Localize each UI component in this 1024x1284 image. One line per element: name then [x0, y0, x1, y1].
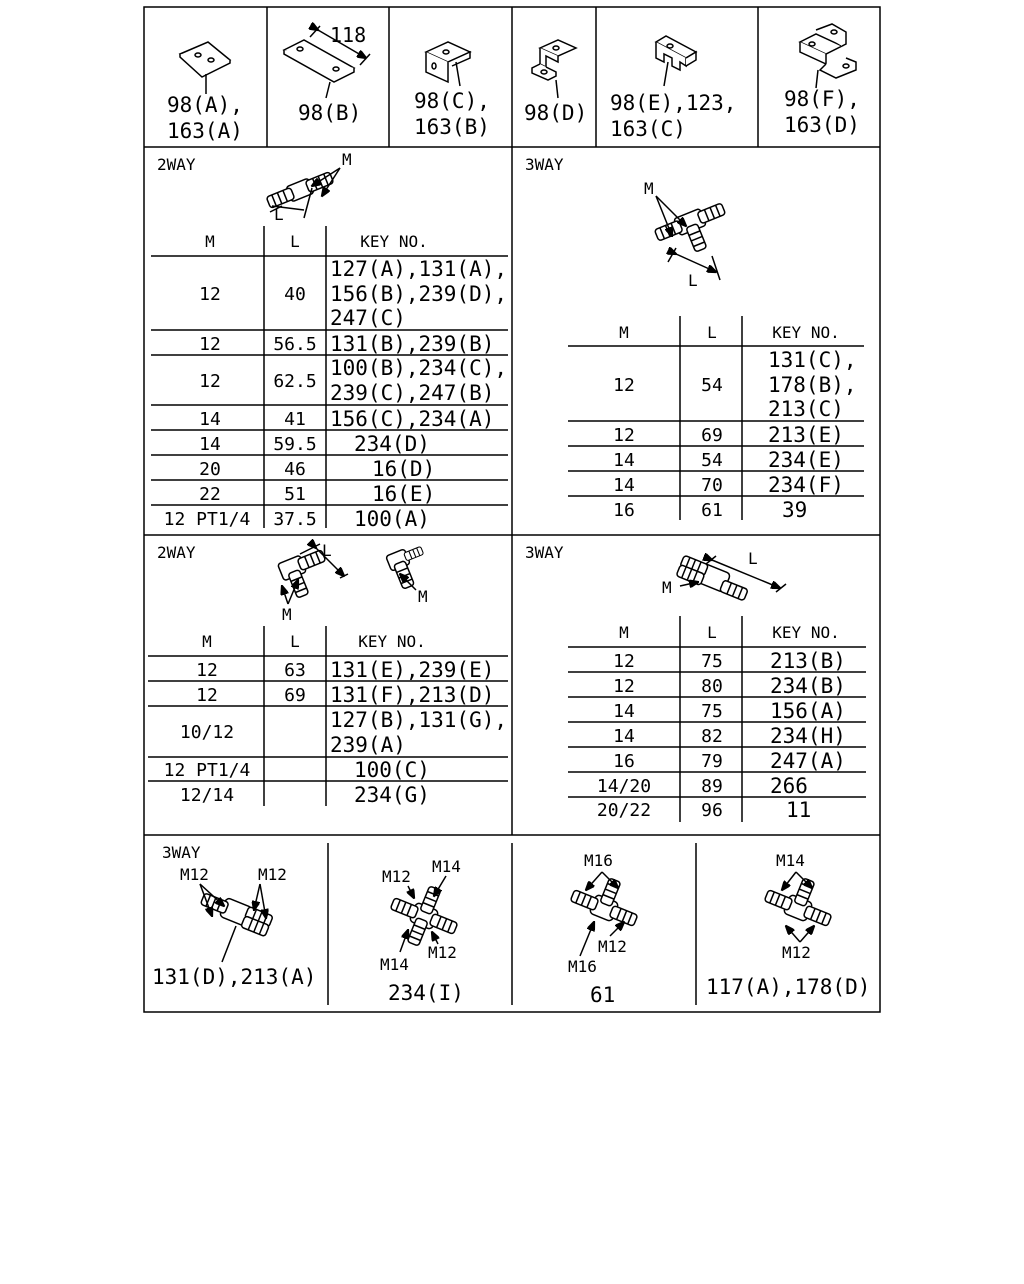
bracket-a-label-1: 98(A), — [167, 93, 243, 117]
straight-header-key: KEY NO. — [360, 232, 428, 251]
tee-row-5-l: 61 — [701, 500, 723, 521]
tee-row-1-key-2: 178(B), — [768, 373, 857, 397]
y-row-2-key-1: 234(B) — [770, 674, 846, 698]
elbow-fitting-drawing — [278, 541, 348, 624]
tee-row-5-m: 16 — [613, 500, 635, 521]
bottom-cell-2 — [380, 857, 467, 1005]
y-row-3-m: 14 — [613, 701, 635, 722]
bracket-f-label-2: 163(D) — [784, 113, 860, 137]
bracket-e — [610, 36, 736, 141]
tee-row-1-l: 54 — [701, 375, 723, 396]
elbow-adapter-drawing — [386, 543, 433, 606]
straight-row-2-key-1: 131(B),239(B) — [330, 332, 495, 356]
bracket-d-label: 98(D) — [524, 101, 588, 125]
elbow-row-2-key-1: 131(F),213(D) — [330, 683, 495, 707]
straight-row-5-l: 59.5 — [273, 434, 317, 455]
y-row-1-m: 12 — [613, 651, 635, 672]
y-3way-table — [568, 616, 866, 822]
bracket-f-label-1: 98(F), — [784, 87, 860, 111]
tee-row-3-key-1: 234(E) — [768, 448, 844, 472]
tee-row-3-l: 54 — [701, 450, 723, 471]
tee-3way-table — [568, 316, 864, 522]
elbow-header-m: M — [202, 632, 212, 651]
tee-row-1-key-3: 213(C) — [768, 397, 844, 421]
tee-row-2-l: 69 — [701, 425, 723, 446]
elbow-2way-table — [148, 626, 508, 807]
elbow-row-3-key-1: 127(B),131(G), — [330, 708, 508, 732]
y-l-label: L — [748, 549, 758, 568]
bracket-a — [167, 42, 243, 143]
straight-row-4-l: 41 — [284, 409, 306, 430]
elbow-adapter-m-label: M — [418, 587, 428, 606]
straight-row-1-l: 40 — [284, 284, 306, 305]
straight-row-1-m: 12 — [199, 284, 221, 305]
bottom-cell-3-label-1: M16 — [584, 851, 613, 870]
straight-header-m: M — [205, 232, 215, 251]
bracket-e-label-1: 98(E),123, — [610, 91, 737, 115]
bottom-cell-1-key: 131(D),213(A) — [152, 965, 317, 989]
elbow-row-1-key-1: 131(E),239(E) — [330, 658, 495, 682]
tee-row-3-m: 14 — [613, 450, 635, 471]
y-row-2-m: 12 — [613, 676, 635, 697]
bracket-b — [284, 23, 370, 125]
tee-header-m: M — [619, 323, 629, 342]
straight-row-3-l: 62.5 — [273, 371, 317, 392]
bracket-b-dim: 118 — [330, 23, 367, 47]
tee-m-label: M — [644, 179, 654, 198]
bracket-e-label-2: 163(C) — [610, 117, 686, 141]
elbow-2way-title: 2WAY — [157, 543, 196, 562]
elbow-header-l: L — [290, 632, 300, 651]
elbow-row-1-l: 63 — [284, 660, 306, 681]
y-row-5-m: 16 — [613, 751, 635, 772]
bottom-cell-4-key: 117(A),178(D) — [706, 975, 871, 999]
bottom-cell-3-key: 61 — [590, 983, 616, 1007]
y-row-5-key-1: 247(A) — [770, 749, 846, 773]
tee-row-5-key-1: 39 — [782, 498, 808, 522]
straight-2way-table — [151, 226, 508, 531]
straight-l-label: L — [274, 205, 284, 224]
elbow-header-key: KEY NO. — [358, 632, 426, 651]
y-3way-title: 3WAY — [525, 543, 564, 562]
bottom-3way-section — [152, 843, 870, 1007]
straight-row-5-key-1: 234(D) — [354, 432, 430, 456]
y-row-6-key-1: 266 — [770, 774, 808, 798]
y-row-3-key-1: 156(A) — [770, 699, 846, 723]
straight-m-label: M — [342, 150, 352, 169]
bracket-b-label: 98(B) — [298, 101, 362, 125]
y-row-7-key-1: 11 — [786, 798, 812, 822]
straight-row-6-key-1: 16(D) — [372, 457, 436, 481]
bottom-cell-4-label-1: M14 — [776, 851, 805, 870]
y-row-3-l: 75 — [701, 701, 723, 722]
elbow-row-1-m: 12 — [196, 660, 218, 681]
straight-row-4-key-1: 156(C),234(A) — [330, 407, 495, 431]
bottom-cell-2-label-1: M12 — [382, 867, 411, 886]
tee-header-key: KEY NO. — [772, 323, 840, 342]
elbow-row-2-m: 12 — [196, 685, 218, 706]
elbow-m-label: M — [282, 605, 292, 624]
tee-row-4-m: 14 — [613, 475, 635, 496]
bottom-cell-3-label-3: M16 — [568, 957, 597, 976]
straight-row-6-m: 20 — [199, 459, 221, 480]
bottom-cell-3-label-2: M12 — [598, 937, 627, 956]
y-row-5-l: 79 — [701, 751, 723, 772]
tee-l-label: L — [688, 271, 698, 290]
y-row-4-l: 82 — [701, 726, 723, 747]
straight-header-l: L — [290, 232, 300, 251]
bottom-cell-2-key: 234(I) — [388, 981, 464, 1005]
bottom-cell-4-label-2: M12 — [782, 943, 811, 962]
straight-row-7-m: 22 — [199, 484, 221, 505]
straight-row-8-key-1: 100(A) — [354, 507, 430, 531]
straight-row-4-m: 14 — [199, 409, 221, 430]
straight-row-1-key-3: 247(C) — [330, 306, 406, 330]
straight-row-5-m: 14 — [199, 434, 221, 455]
tee-row-4-key-1: 234(F) — [768, 473, 844, 497]
bottom-cell-2-label-2: M14 — [432, 857, 461, 876]
elbow-row-3-key-2: 239(A) — [330, 733, 406, 757]
straight-union-drawing — [265, 150, 351, 224]
straight-row-2-m: 12 — [199, 334, 221, 355]
y-row-4-m: 14 — [613, 726, 635, 747]
straight-row-1-key-2: 156(B),239(D), — [330, 282, 508, 306]
y-header-key: KEY NO. — [772, 623, 840, 642]
tee-3way-title: 3WAY — [525, 155, 564, 174]
y-3way-section — [525, 543, 866, 822]
tee-3way-section — [525, 155, 864, 522]
tee-row-2-m: 12 — [613, 425, 635, 446]
straight-2way-title: 2WAY — [157, 155, 196, 174]
y-row-1-key-1: 213(B) — [770, 649, 846, 673]
straight-row-6-l: 46 — [284, 459, 306, 480]
bracket-c-label-2: 163(B) — [414, 115, 490, 139]
straight-row-3-m: 12 — [199, 371, 221, 392]
tee-row-2-key-1: 213(E) — [768, 423, 844, 447]
tee-header-l: L — [707, 323, 717, 342]
y-row-2-l: 80 — [701, 676, 723, 697]
bottom-cell-1 — [152, 865, 316, 989]
bottom-cell-2-label-3: M14 — [380, 955, 409, 974]
tee-fitting-drawing — [644, 179, 735, 290]
straight-row-3-key-2: 239(C),247(B) — [330, 381, 495, 405]
elbow-row-5-key-1: 234(G) — [354, 783, 430, 807]
elbow-row-4-m: 12 PT1/4 — [163, 760, 251, 781]
tee-row-4-l: 70 — [701, 475, 723, 496]
bottom-cell-3 — [568, 851, 647, 1007]
y-header-m: M — [619, 623, 629, 642]
bracket-f — [784, 24, 860, 137]
straight-row-7-l: 51 — [284, 484, 306, 505]
straight-row-3-key-1: 100(B),234(C), — [330, 356, 508, 380]
straight-2way-section — [151, 150, 508, 531]
y-m-label: M — [662, 578, 672, 597]
elbow-row-3-m: 10/12 — [179, 722, 235, 743]
elbow-row-2-l: 69 — [284, 685, 306, 706]
bracket-c-label-1: 98(C), — [414, 89, 490, 113]
y-row-7-l: 96 — [701, 800, 723, 821]
bottom-cell-4 — [706, 851, 870, 999]
bottom-cell-1-label-2: M12 — [258, 865, 287, 884]
bottom-3way-title: 3WAY — [162, 843, 201, 862]
y-header-l: L — [707, 623, 717, 642]
y-fitting-drawing — [662, 549, 786, 603]
bottom-cell-1-label-1: M12 — [180, 865, 209, 884]
bracket-c — [414, 42, 490, 139]
straight-row-8-l: 37.5 — [273, 509, 317, 530]
elbow-2way-section — [148, 541, 508, 807]
tee-row-1-key-1: 131(C), — [768, 348, 857, 372]
y-row-6-m: 14/20 — [596, 776, 652, 797]
bottom-cell-2-label-4: M12 — [428, 943, 457, 962]
bracket-d — [524, 40, 587, 125]
straight-row-2-l: 56.5 — [273, 334, 317, 355]
frame — [144, 7, 880, 1012]
straight-row-8-m: 12 PT1/4 — [163, 509, 251, 530]
tee-row-1-m: 12 — [613, 375, 635, 396]
y-row-6-l: 89 — [701, 776, 723, 797]
y-row-7-m: 20/22 — [596, 800, 652, 821]
y-row-1-l: 75 — [701, 651, 723, 672]
y-row-4-key-1: 234(H) — [770, 724, 846, 748]
elbow-l-label: L — [322, 541, 332, 560]
elbow-row-4-key-1: 100(C) — [354, 758, 430, 782]
straight-row-1-key-1: 127(A),131(A), — [330, 257, 508, 281]
bracket-a-label-2: 163(A) — [167, 119, 243, 143]
straight-row-7-key-1: 16(E) — [372, 482, 436, 506]
elbow-row-5-m: 12/14 — [179, 785, 235, 806]
